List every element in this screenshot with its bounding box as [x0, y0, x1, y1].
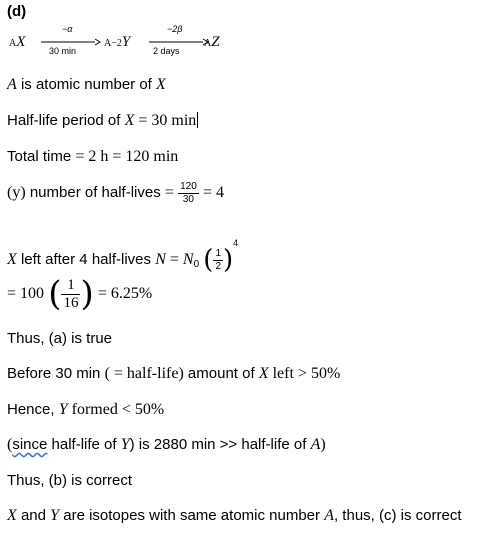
line-before-30-min: Before 30 min ( = half-life) amount of X left > 50% — [7, 365, 341, 382]
spellcheck-word: since — [12, 436, 48, 453]
line-conclusion-a: Thus, (a) is true — [7, 330, 113, 347]
line-half-life-comparison: (since half-life of Y) is 2880 min >> half-life of A) — [7, 436, 326, 453]
species-z: AZ — [204, 34, 220, 50]
species-y: A−2Y — [104, 34, 131, 50]
close-paren: ) — [223, 245, 234, 276]
line-number-half-lives: (y) number of half-lives = $\frac{120}{30}$ = 4 — [7, 180, 224, 205]
time-label-2: 2 days — [153, 46, 180, 56]
time-label-1: 30 min — [49, 46, 77, 56]
text-cursor — [197, 112, 198, 128]
line-half-life: Half-life period of X = 30 min — [7, 112, 197, 129]
line-percentage: = 100 ( $\frac{1}{16}$ ) = 6.25% — [7, 274, 153, 315]
line-y-formed: Hence, Y formed < 50% — [7, 401, 165, 418]
decay-scheme — [7, 24, 247, 60]
alpha-label: −α — [62, 24, 73, 34]
arrow-icon — [41, 38, 101, 46]
line-conclusion-c: X and Y are isotopes with same atomic number A, thus, (c) is correct — [7, 507, 462, 524]
species-x: AX — [9, 34, 26, 50]
part-label: (d) — [7, 3, 27, 20]
line-x-left: X left after 4 half-lives $N = N_0$ ( $\frac{1}{2}$ )$^4$ — [7, 238, 239, 276]
open-paren: ( — [203, 245, 214, 276]
line-total-time: Total time = 2 h = 120 min — [7, 148, 179, 165]
fraction-1-2: $\frac{1}{2}$ — [215, 247, 222, 272]
beta-label: −2β — [167, 24, 183, 34]
line-conclusion-b: Thus, (b) is correct — [7, 472, 133, 489]
fraction-120-30: $\frac{120}{30}$ — [180, 180, 197, 205]
line-atomic-number: A is atomic number of X — [7, 76, 166, 93]
arrow-icon — [149, 38, 209, 46]
fraction-1-16: $\frac{1}{16}$ — [63, 276, 79, 311]
close-paren: ) — [80, 274, 94, 315]
open-paren: ( — [48, 274, 62, 315]
